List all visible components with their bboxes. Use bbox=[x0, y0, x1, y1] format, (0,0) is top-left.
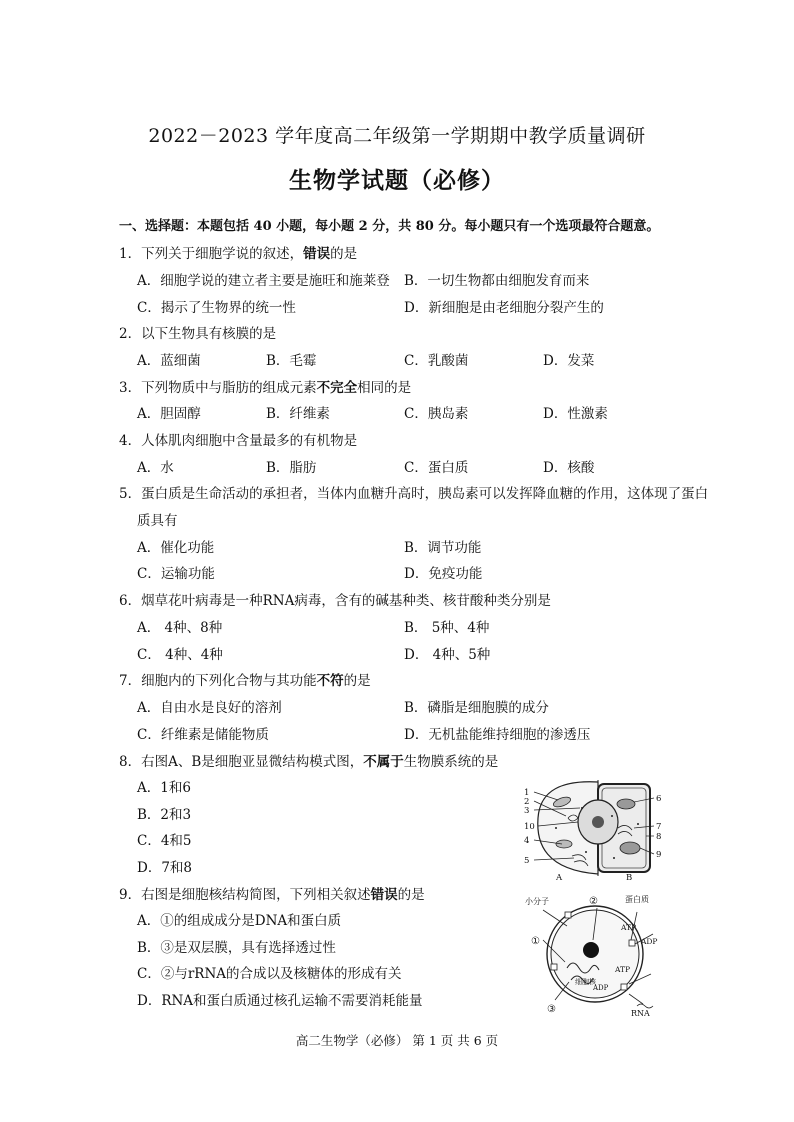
exam-title: 2022－2023 学年度高二年级第一学期期中教学质量调研 bbox=[148, 125, 646, 147]
question-2-option-c: C．乳酸菌 bbox=[404, 353, 469, 369]
question-7-option-a: A．自由水是良好的溶剂 bbox=[137, 700, 282, 716]
label-adp-2: ADP bbox=[593, 984, 609, 992]
question-4-option-b: B．脂肪 bbox=[266, 460, 317, 476]
question-4-option-a: A．水 bbox=[137, 460, 174, 476]
question-9-option-a: A．①的组成成分是DNA和蛋白质 bbox=[137, 913, 342, 929]
question-2-stem: 2．以下生物具有核膜的是 bbox=[119, 326, 277, 342]
question-5-option-d: D．免疫功能 bbox=[404, 566, 483, 582]
question-8-option-b: B．2和3 bbox=[137, 807, 192, 823]
question-3-option-b: B．纤维素 bbox=[266, 406, 330, 422]
label-circled-2: ② bbox=[589, 896, 598, 907]
nucleus-structure-figure bbox=[525, 890, 675, 1018]
cell-structure-figure bbox=[522, 778, 672, 882]
question-2-option-b: B．毛霉 bbox=[266, 353, 317, 369]
label-circled-3: ③ bbox=[547, 1004, 556, 1015]
question-1-option-d: D．新细胞是由老细胞分裂产生的 bbox=[404, 300, 604, 316]
question-1-stem: 1．下列关于细胞学说的叙述，错误的是 bbox=[119, 246, 358, 262]
emphasis: 错误 bbox=[303, 246, 331, 262]
question-9-stem: 9．右图是细胞核结构简图，下列相关叙述错误的是 bbox=[119, 887, 425, 903]
question-8-option-d: D．7和8 bbox=[137, 860, 193, 876]
question-7-stem: 7．细胞内的下列化合物与其功能不符的是 bbox=[119, 673, 371, 689]
cell-label-b: B bbox=[626, 873, 633, 882]
cell-label-1: 1 bbox=[524, 788, 530, 798]
question-8-option-a: A．1和6 bbox=[137, 780, 191, 796]
question-6-option-a: A． 4种、8种 bbox=[137, 620, 223, 636]
cell-label-a: A bbox=[556, 873, 563, 882]
label-atp-1: ATP bbox=[621, 923, 637, 932]
question-2-option-a: A．蓝细菌 bbox=[137, 353, 201, 369]
question-6-option-c: C． 4种、4种 bbox=[137, 647, 223, 663]
question-9-option-b: B．③是双层膜，具有选择透过性 bbox=[137, 940, 336, 956]
emphasis: 不完全 bbox=[316, 380, 358, 396]
cell-label-10: 10 bbox=[524, 822, 535, 832]
cell-label-3: 3 bbox=[524, 806, 530, 816]
question-5-stem-continued: 质具有 bbox=[137, 513, 178, 529]
question-4-stem: 4．人体肌肉细胞中含量最多的有机物是 bbox=[119, 433, 358, 449]
label-atp-2: ATP bbox=[615, 965, 631, 974]
cell-label-7: 7 bbox=[656, 822, 662, 832]
cell-label-4: 4 bbox=[524, 836, 530, 846]
question-2-option-d: D．发菜 bbox=[543, 353, 595, 369]
question-9-option-c: C．②与rRNA的合成以及核糖体的形成有关 bbox=[137, 966, 402, 982]
question-7-option-c: C．纤维素是储能物质 bbox=[137, 727, 269, 743]
label-nucleus-inner: 细胞核 bbox=[575, 978, 596, 986]
question-4-option-c: C．蛋白质 bbox=[404, 460, 469, 476]
question-1-option-c: C．揭示了生物界的统一性 bbox=[137, 300, 296, 316]
cell-label-2: 2 bbox=[524, 797, 530, 807]
question-8-stem: 8．右图A、B是细胞亚显微结构模式图，不属于生物膜系统的是 bbox=[119, 754, 499, 770]
label-small-molecule: 小分子 bbox=[525, 897, 549, 906]
question-8-option-c: C．4和5 bbox=[137, 833, 192, 849]
question-5-option-a: A．催化功能 bbox=[137, 540, 215, 556]
emphasis: 不符 bbox=[316, 673, 344, 689]
question-1-option-b: B．一切生物都由细胞发育而来 bbox=[404, 273, 590, 289]
cell-label-8: 8 bbox=[656, 832, 662, 842]
question-3-option-a: A．胆固醇 bbox=[137, 406, 201, 422]
label-rna: RNA bbox=[631, 1009, 650, 1018]
question-6-stem: 6．烟草花叶病毒是一种RNA病毒，含有的碱基种类、核苷酸种类分别是 bbox=[119, 593, 551, 609]
cell-label-9: 9 bbox=[656, 850, 662, 860]
question-6-option-b: B． 5种、4种 bbox=[404, 620, 490, 636]
cell-label-6: 6 bbox=[656, 794, 662, 804]
emphasis: 错误 bbox=[370, 887, 398, 903]
exam-subtitle: 生物学试题（必修） bbox=[289, 167, 505, 194]
page-footer: 高二生物学（必修） 第 1 页 共 6 页 bbox=[295, 1033, 499, 1048]
emphasis: 不属于 bbox=[363, 754, 404, 770]
section-heading: 一、选择题：本题包括 40 小题，每小题 2 分，共 80 分。每小题只有一个选项最符合题意。 bbox=[119, 219, 660, 234]
question-3-option-c: C．胰岛素 bbox=[404, 406, 469, 422]
question-1-option-a: A．细胞学说的建立者主要是施旺和施莱登 bbox=[137, 273, 390, 289]
question-5-option-b: B．调节功能 bbox=[404, 540, 482, 556]
label-adp-1: ADP bbox=[641, 937, 658, 946]
cell-label-5: 5 bbox=[524, 856, 530, 866]
question-4-option-d: D．核酸 bbox=[543, 460, 595, 476]
question-6-option-d: D． 4种、5种 bbox=[404, 647, 491, 663]
question-7-option-d: D．无机盐能维持细胞的渗透压 bbox=[404, 727, 591, 743]
question-3-option-d: D．性激素 bbox=[543, 406, 608, 422]
question-3-stem: 3．下列物质中与脂肪的组成元素不完全相同的是 bbox=[119, 380, 412, 396]
question-5-stem: 5．蛋白质是生命活动的承担者，当体内血糖升高时，胰岛素可以发挥降血糖的作用，这体现了蛋白 bbox=[119, 486, 709, 502]
question-5-option-c: C．运输功能 bbox=[137, 566, 215, 582]
question-7-option-b: B．磷脂是细胞膜的成分 bbox=[404, 700, 549, 716]
label-circled-1: ① bbox=[531, 936, 540, 947]
question-9-option-d: D．RNA和蛋白质通过核孔运输不需要消耗能量 bbox=[137, 993, 423, 1009]
label-protein: 蛋白质 bbox=[625, 895, 649, 904]
